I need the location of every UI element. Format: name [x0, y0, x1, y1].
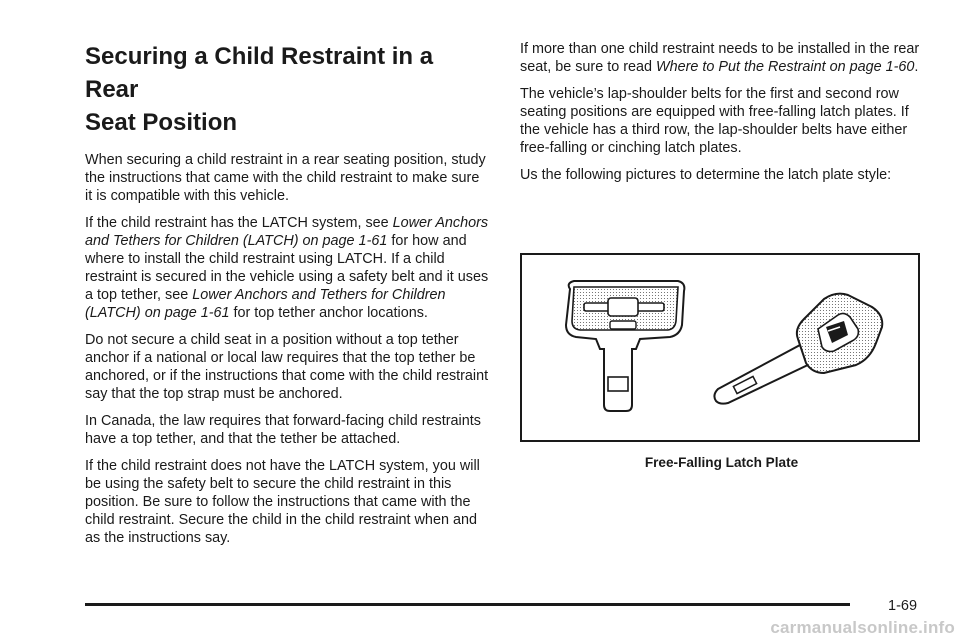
cross-reference-link[interactable]: Lower Anchors and Tethers for Children (LATCH) on page 1-61 — [85, 287, 446, 321]
text-segment: If the child restraint has the LATCH system, see — [85, 215, 393, 231]
cross-reference-link[interactable]: Lower Anchors and Tethers for Children (LATCH) on page 1-61 — [85, 215, 489, 249]
latch-plate-front-icon — [566, 281, 684, 411]
left-column — [85, 40, 490, 556]
paragraph-latch-system — [85, 214, 490, 322]
paragraph-multiple-restraints — [520, 40, 925, 76]
paragraph-compatibility: When securing a child restraint in a rear seating position, study the instructions that came with the child restraint to make sure it is compatible with this vehicle. — [85, 152, 486, 204]
page-number: 1-69 — [888, 598, 918, 614]
paragraph-tether-law: Do not secure a child seat in a position without a top tether anchor if a national or local law requires that the top tether be anchored, or if the instructions that come with the child restraint say that the top strap must be anchored. — [85, 332, 489, 402]
paragraph-pictures: Us the following pictures to determine the latch plate style: — [520, 167, 892, 183]
paragraph-latch-plates: The vehicle’s lap-shoulder belts for the first and second row seating positions are equipped with free-falling latch plates. If the vehicle has a third row, the lap-shoulder belts have either free-falling or cinching latch plates. — [520, 86, 909, 156]
section-heading — [85, 40, 490, 139]
paragraph-no-latch: If the child restraint does not have the LATCH system, you will be using the safety belt to secure the child restraint in this position. Be sure to follow the instructions that came with the child restraint. Secure the child in the child restraint when and as the instructions say. — [85, 458, 480, 546]
cross-reference-link[interactable]: Where to Put the Restraint on page 1-60 — [656, 59, 915, 75]
watermark: carmanualsonline.info — [770, 618, 955, 637]
latch-plate-figure — [520, 253, 920, 442]
figure-caption: Free-Falling Latch Plate — [644, 455, 799, 470]
heading-line-1: Securing a Child Restraint in a Rear — [85, 43, 434, 103]
text-segment: for top tether anchor locations. — [229, 305, 428, 321]
text-segment: . — [914, 59, 919, 75]
paragraph-canada: In Canada, the law requires that forward-facing child restraints have a top tether, and that the tether be attached. — [85, 413, 481, 447]
right-column — [520, 40, 925, 193]
text-segment: If more than one child restraint needs to be installed in the rear seat, be sure to read — [520, 41, 920, 75]
heading-line-2: Seat Position — [85, 109, 238, 136]
latch-plate-angled-icon — [714, 294, 882, 404]
latch-plate-illustration — [522, 255, 922, 444]
text-segment: for how and where to install the child restraint using LATCH. If a child restraint is secured in the vehicle using a safety belt and it uses a top tether, see — [85, 233, 489, 303]
footer-rule — [85, 603, 850, 606]
